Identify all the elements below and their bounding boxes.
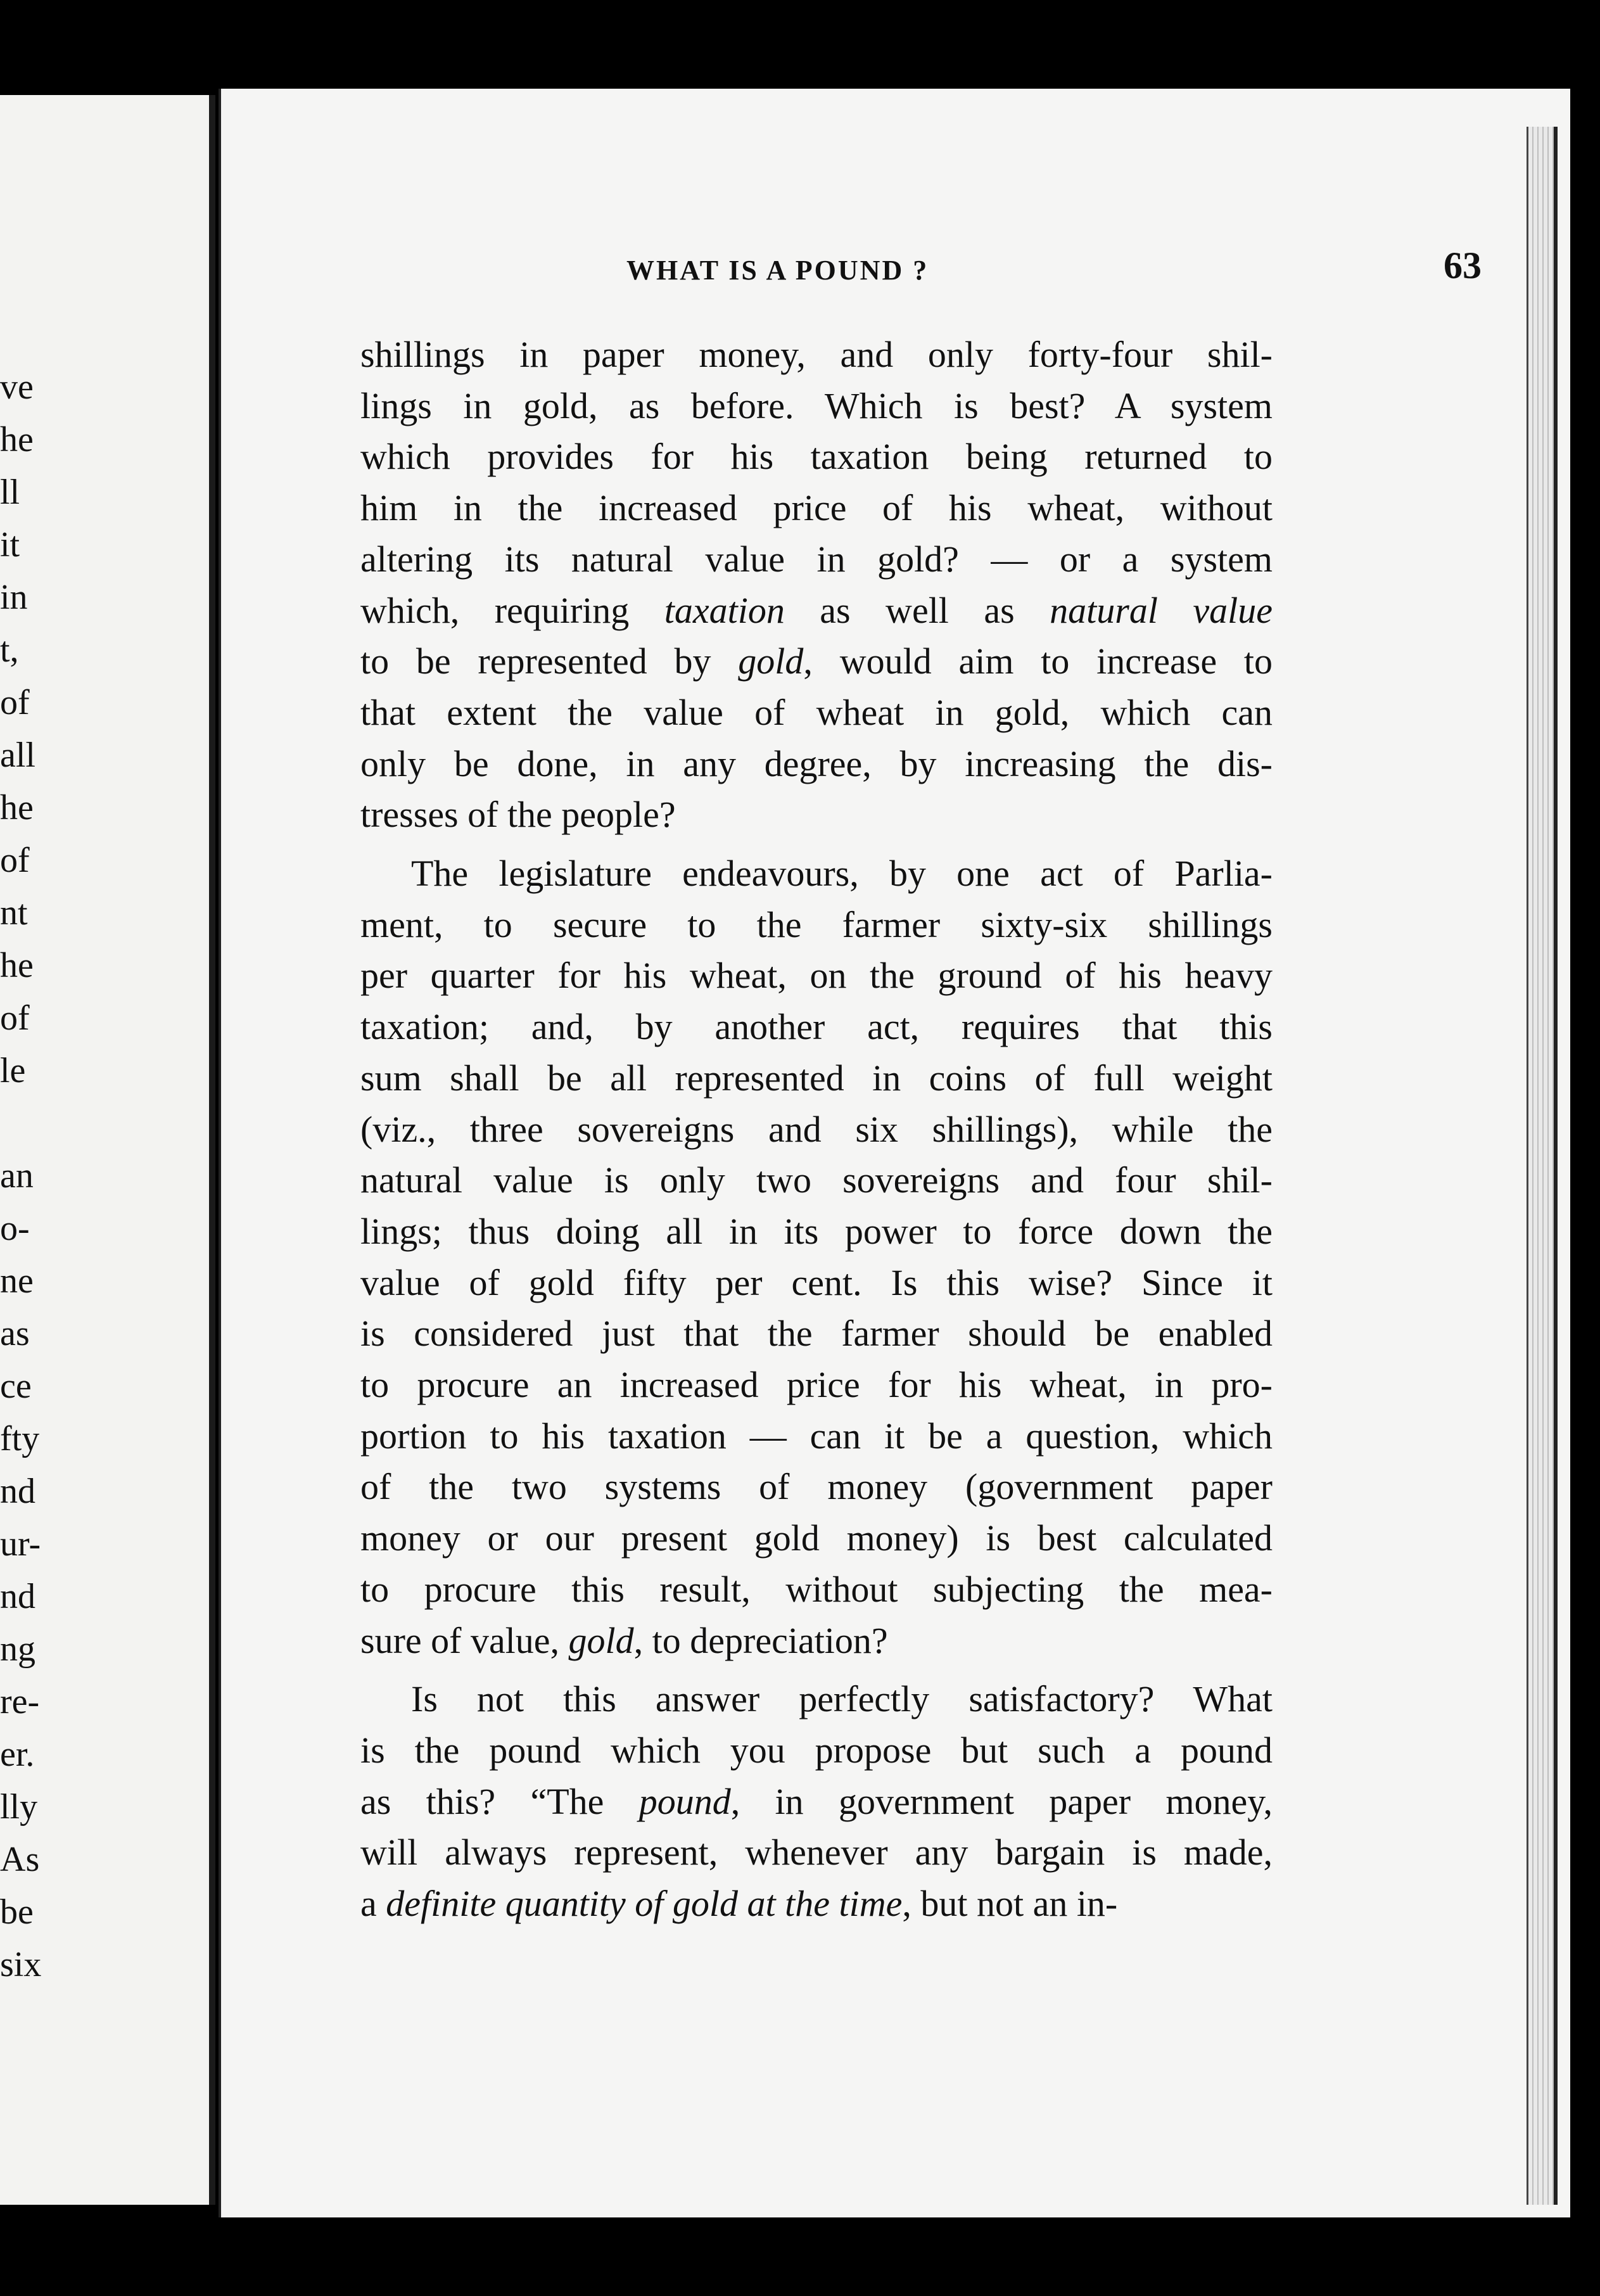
text-line: will always represent, whenever any bargain is made, xyxy=(360,1832,1273,1873)
text-line: (viz., three sovereigns and six shillings), while the xyxy=(360,1108,1273,1150)
left-page-fragment: o- xyxy=(0,1209,30,1248)
left-page-fragment: nt xyxy=(0,893,28,933)
text-line: a definite quantity of gold at the time, but not an in- xyxy=(360,1883,1118,1925)
paragraph xyxy=(360,848,1273,1666)
text-line: Is not this answer perfectly satisfactory? What xyxy=(411,1678,1273,1720)
text-line: natural value is only two sovereigns and four shil- xyxy=(360,1159,1273,1201)
text-line: taxation; and, by another act, requires that this xyxy=(360,1006,1273,1048)
left-page-fragment xyxy=(0,1097,51,1150)
text-line: lings; thus doing all in its power to force down the xyxy=(360,1210,1273,1252)
text-line: sure of value, gold, to depreciation? xyxy=(360,1619,888,1661)
left-page-fragment: six xyxy=(0,1945,42,1984)
left-page-fragment: he xyxy=(0,788,34,827)
left-page-fragment: in xyxy=(0,578,28,617)
text-line: altering its natural value in gold? — or a system xyxy=(360,538,1273,580)
left-page-fragment: of xyxy=(0,998,30,1038)
text-line: money or our present gold money) is best calculated xyxy=(360,1517,1273,1559)
left-page-fragment: all xyxy=(0,736,35,775)
left-page-fragment: fty xyxy=(0,1419,40,1458)
page-number: 63 xyxy=(1444,245,1482,286)
left-page-fragment: re- xyxy=(0,1682,40,1721)
left-page-fragment: he xyxy=(0,946,34,985)
left-page-fragment: t, xyxy=(0,630,19,670)
left-page-fragment: ne xyxy=(0,1261,34,1301)
text-line: to be represented by gold, would aim to increase to xyxy=(360,641,1273,682)
text-line: sum shall be all represented in coins of full weight xyxy=(360,1057,1273,1099)
text-line: which, requiring taxation as well as natural value xyxy=(360,589,1273,631)
left-page-text-fragments xyxy=(0,361,51,1991)
left-page-fragment: of xyxy=(0,683,30,722)
text-line: shillings in paper money, and only forty-four shil- xyxy=(360,334,1273,375)
text-line: ment, to secure to the farmer sixty-six shillings xyxy=(360,903,1273,945)
left-page-fragment: ve xyxy=(0,367,34,407)
left-page-fragment: As xyxy=(0,1840,40,1879)
text-line: to procure this result, without subjecting the mea- xyxy=(360,1568,1273,1610)
left-page-fragment: er. xyxy=(0,1735,35,1774)
left-page-fragment: it xyxy=(0,525,20,564)
left-page-fragment: nd xyxy=(0,1577,35,1616)
paragraph xyxy=(360,1674,1273,1930)
left-page-fragment: he xyxy=(0,420,34,459)
text-line: as this? “The pound, in government paper money, xyxy=(360,1780,1273,1822)
left-page-fragment: ce xyxy=(0,1367,32,1406)
left-page-fragment: le xyxy=(0,1051,26,1090)
left-page-fragment: be xyxy=(0,1892,34,1932)
text-line: which provides for his taxation being returned to xyxy=(360,436,1273,478)
book-page xyxy=(219,89,1570,2217)
body-text xyxy=(360,329,1273,1930)
left-facing-page xyxy=(0,95,215,2205)
text-line: is the pound which you propose but such a pound xyxy=(360,1729,1273,1771)
text-line: is considered just that the farmer should be enabled xyxy=(360,1313,1273,1355)
text-line: value of gold fifty per cent. Is this wise? Since it xyxy=(360,1261,1273,1303)
text-line: portion to his taxation — can it be a question, which xyxy=(360,1415,1273,1457)
text-line: to procure an increased price for his wheat, in pro- xyxy=(360,1364,1273,1406)
left-page-fragment: ng xyxy=(0,1630,35,1669)
page-edge-stack xyxy=(1527,127,1558,2205)
left-page-fragment: of xyxy=(0,841,30,880)
text-line: tresses of the people? xyxy=(360,794,676,836)
paragraph xyxy=(360,329,1273,841)
left-page-fragment: lly xyxy=(0,1787,38,1827)
text-line: per quarter for his wheat, on the ground of his heavy xyxy=(360,955,1273,997)
running-title: WHAT IS A POUND ? xyxy=(626,255,929,286)
left-page-fragment: as xyxy=(0,1314,30,1353)
left-page-fragment: ll xyxy=(0,473,20,512)
text-line: The legislature endeavours, by one act of Parlia- xyxy=(411,853,1273,895)
text-line: lings in gold, as before. Which is best? A system xyxy=(360,385,1273,426)
text-line: only be done, in any degree, by increasing the dis- xyxy=(360,743,1273,784)
text-line: that extent the value of wheat in gold, which can xyxy=(360,691,1273,733)
left-page-fragment: nd xyxy=(0,1472,35,1511)
left-page-fragment: ur- xyxy=(0,1524,41,1564)
text-line: of the two systems of money (government paper xyxy=(360,1466,1273,1508)
text-line: him in the increased price of his wheat, without xyxy=(360,487,1273,529)
left-page-fragment: an xyxy=(0,1156,34,1196)
